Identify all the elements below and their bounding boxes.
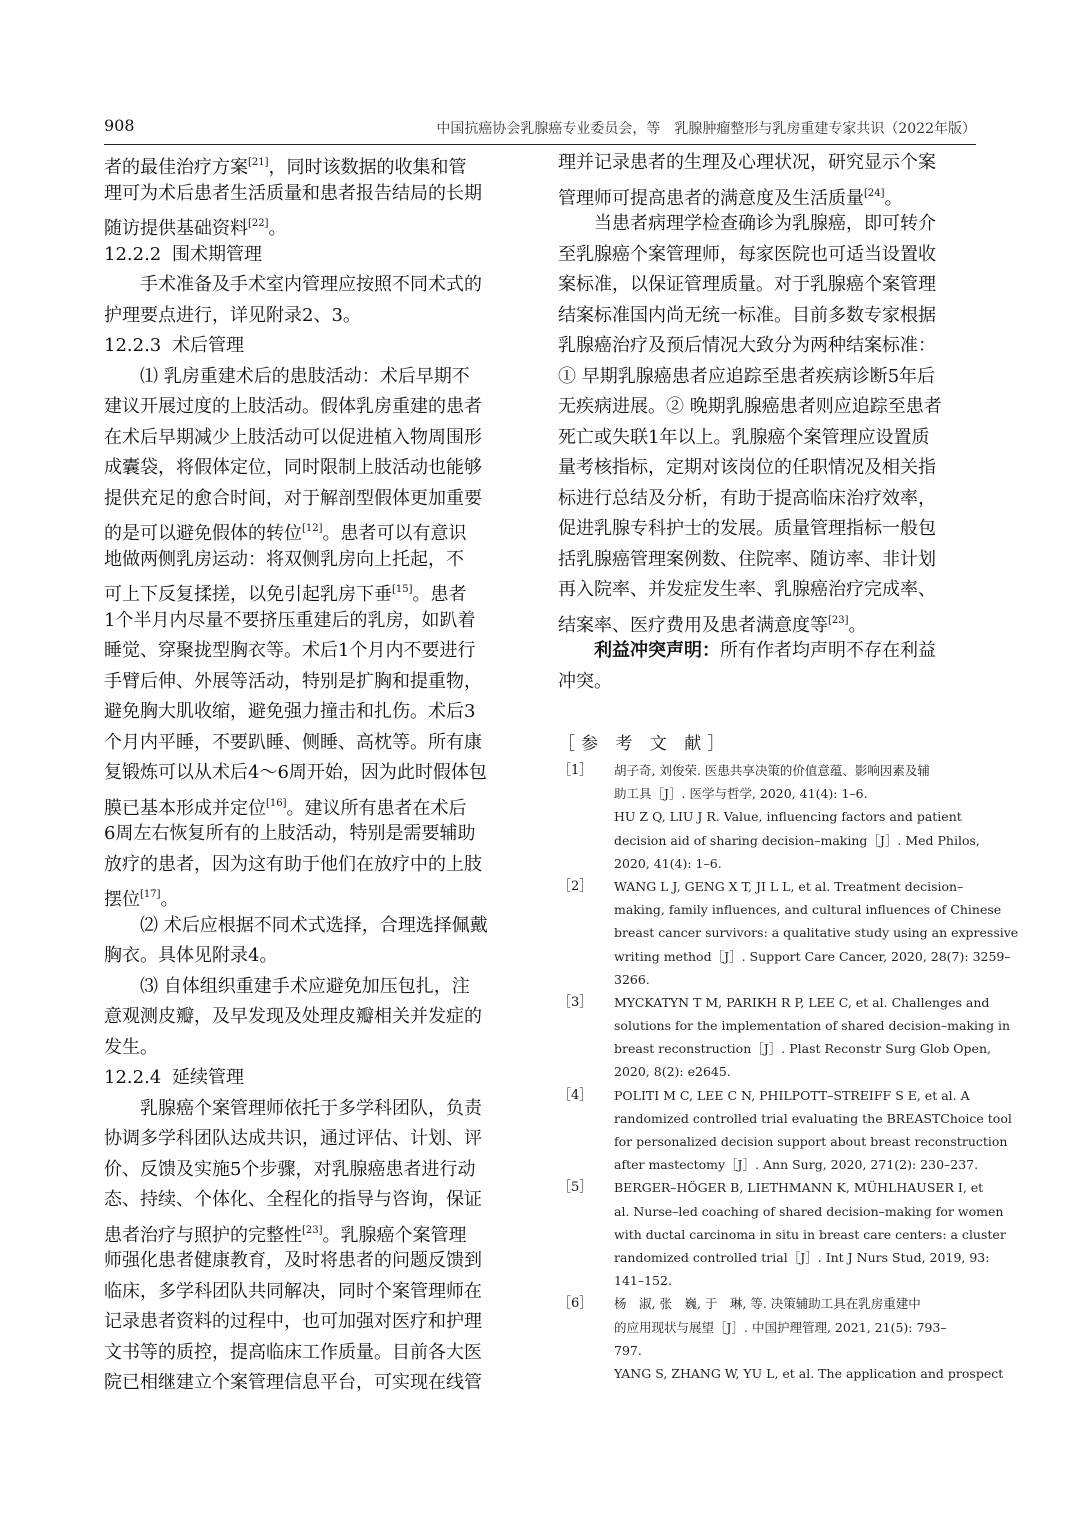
text-line: 护理要点进行，详见附录2、3。 xyxy=(104,304,361,326)
citation[interactable]: [21] xyxy=(248,157,269,168)
reference-line: for personalized decision support about breast reconstruction xyxy=(614,1134,1008,1149)
reference-line: with ductal carcinoma in situ in breast care centers: a cluster xyxy=(614,1226,1006,1242)
text-line: 再入院率、并发症发生率、乳腺癌治疗完成率、 xyxy=(558,579,936,600)
section-heading: 12.2.2 围术期管理 xyxy=(104,243,262,265)
text-line: 案标准，以保证管理质量。对于乳腺癌个案管理 xyxy=(558,274,936,295)
text-line: 乳腺癌个案管理师依托于多学科团队，负责 xyxy=(140,1097,482,1119)
reference-item xyxy=(558,1292,1004,1385)
section-heading: 12.2.3 术后管理 xyxy=(104,335,244,356)
text-line: 建议开展过度的上肢活动。假体乳房重建的患者 xyxy=(104,396,482,417)
reference-line: 2020, 8(2): e2645. xyxy=(614,1064,731,1080)
text-line: 促进乳腺专科护士的发展。质量管理指标一般包 xyxy=(558,518,936,539)
reference-line: 助工具［J］. 医学与哲学, 2020, 41(4): 1–6. xyxy=(614,786,868,802)
text-line: 地做两侧乳房运动：将双侧乳房向上托起，不 xyxy=(104,548,464,570)
text-line: 复锻炼可以从术后4～6周开始，因为此时假体包 xyxy=(104,762,487,783)
reference-number: ［2］ xyxy=(558,878,593,894)
text-line: 文书等的质控，提高临床工作质量。目前各大医 xyxy=(104,1341,482,1363)
reference-line: after mastectomy［J］. Ann Surg, 2020, 271(2): 230–237. xyxy=(614,1157,979,1173)
right-column xyxy=(558,148,1019,1385)
text-line: 摆位[17]。 xyxy=(104,889,179,910)
reference-line: al. Nurse–led coaching of shared decision–making for women xyxy=(614,1203,1004,1219)
text-line: 冲突。 xyxy=(558,670,612,692)
reference-line: 141–152. xyxy=(614,1273,672,1289)
text-line: 发生。 xyxy=(104,1036,158,1058)
text-line: 价、反馈及实施5个步骤，对乳腺癌患者进行动 xyxy=(104,1158,476,1180)
text-line: 成囊袋，将假体定位，同时限制上肢活动也能够 xyxy=(104,457,482,478)
text-line: 睡觉、穿聚拢型胸衣等。术后1个月内不要进行 xyxy=(104,640,476,661)
running-header xyxy=(104,114,976,145)
reference-line: decision aid of sharing decision–making［J］. Med Philos, xyxy=(614,832,980,848)
text-line: 患者治疗与照护的完整性[23]。乳腺癌个案管理 xyxy=(104,1224,467,1246)
reference-line: 797. xyxy=(614,1342,642,1358)
reference-line: 3266. xyxy=(614,971,650,987)
reference-line: breast cancer survivors: a qualitative study using an expressive xyxy=(614,925,1019,941)
text-line: 理可为术后患者生活质量和患者报告结局的长期 xyxy=(104,182,482,204)
reference-number: ［6］ xyxy=(558,1296,593,1312)
text-line: 乳腺癌治疗及预后情况大致分为两种结案标准： xyxy=(558,335,936,356)
citation[interactable]: [12] xyxy=(302,523,323,534)
reference-line: BERGER–HÖGER B, LIETHMANN K, MÜHLHAUSER I, et xyxy=(614,1180,984,1196)
reference-item xyxy=(558,1176,1006,1292)
section-heading: 12.2.4 延续管理 xyxy=(104,1067,244,1088)
reference-line: making, family influences, and cultural influences of Chinese xyxy=(614,902,1002,918)
text-line: 临床，多学科团队共同解决，同时个案管理师在 xyxy=(104,1280,482,1302)
citation[interactable]: [17] xyxy=(140,889,161,900)
reference-item xyxy=(558,875,1019,991)
citation[interactable]: [22] xyxy=(248,218,269,229)
text-line: 意观测皮瓣，及早发现及处理皮瓣相关并发症的 xyxy=(104,1006,482,1027)
citation[interactable]: [16] xyxy=(266,797,287,809)
text-line: 师强化患者健康教育，及时将患者的问题反馈到 xyxy=(104,1250,482,1271)
text-line: ⑴ 乳房重建术后的患肢活动：术后早期不 xyxy=(140,365,470,387)
text-line: 随访提供基础资料[22]。 xyxy=(104,218,287,239)
reference-line: POLITI M C, LEE C N, PHILPOTT–STREIFF S E, et al. A xyxy=(614,1087,970,1103)
text-line: 至乳腺癌个案管理师，每家医院也可适当设置收 xyxy=(558,243,936,265)
left-column xyxy=(104,148,522,1399)
citation[interactable]: [24] xyxy=(864,187,885,199)
running-title: 中国抗癌协会乳腺癌专业委员会，等 乳腺肿瘤整形与乳房重建专家共识（2022年版） xyxy=(436,121,976,137)
text-line: 个月内平睡，不要趴睡、侧睡、高枕等。所有康 xyxy=(104,731,482,753)
text-line: 死亡或失联1年以上。乳腺癌个案管理应设置质 xyxy=(558,426,930,448)
text-line: 避免胸大肌收缩，避免强力撞击和扎伤。术后3 xyxy=(104,701,476,722)
text-line: 手术准备及手术室内管理应按照不同术式的 xyxy=(140,274,482,295)
references-title: ［参 考 文 献］ xyxy=(558,734,731,754)
reference-line: 杨 淑, 张 巍, 于 琳, 等. 决策辅助工具在乳房重建中 xyxy=(614,1296,921,1312)
text-line: 1个半月内尽量不要挤压重建后的乳房，如趴着 xyxy=(104,609,476,631)
text-line: 手臂后伸、外展等活动，特别是扩胸和提重物， xyxy=(104,670,482,692)
text-line: 态、持续、个体化、全程化的指导与咨询，保证 xyxy=(104,1189,482,1210)
text-line: 无疾病进展。② 晚期乳腺癌患者则应追踪至患者 xyxy=(558,396,942,417)
text-line: 的是可以避免假体的转位[12]。患者可以有意识 xyxy=(104,523,467,544)
text-line: 放疗的患者，因为这有助于他们在放疗中的上肢 xyxy=(104,853,482,875)
text-line: 当患者病理学检查确诊为乳腺癌，即可转介 xyxy=(594,213,936,234)
text-line: 括乳腺癌管理案例数、住院率、随访率、非计划 xyxy=(558,548,936,570)
reference-line: breast reconstruction［J］. Plast Reconstr Surg Glob Open, xyxy=(614,1041,991,1057)
text-line: 可上下反复揉搓，以免引起乳房下垂[15]。患者 xyxy=(104,584,467,605)
reference-line: 胡子奇, 刘俊荣. 医患共享决策的价值意蕴、影响因素及辅 xyxy=(614,763,930,778)
reference-line: 2020, 41(4): 1–6. xyxy=(614,855,722,871)
reference-line: randomized controlled trial［J］. Int J Nurs Stud, 2019, 93: xyxy=(614,1249,990,1265)
text-line: 量考核指标，定期对该岗位的任职情况及相关指 xyxy=(558,457,936,478)
reference-line: HU Z Q, LIU J R. Value, influencing factors and patient xyxy=(614,809,962,825)
reference-number: ［3］ xyxy=(558,994,593,1010)
reference-item xyxy=(558,759,980,875)
text-line: 在术后早期减少上肢活动可以促进植入物周围形 xyxy=(104,426,482,448)
text-line: 院已相继建立个案管理信息平台，可实现在线管 xyxy=(104,1372,482,1393)
reference-number: ［1］ xyxy=(558,763,593,778)
text-line: 标进行总结及分析，有助于提高临床治疗效率， xyxy=(558,487,936,509)
text-line: 结案标准国内尚无统一标准。目前多数专家根据 xyxy=(558,304,936,326)
reference-number: ［4］ xyxy=(558,1087,593,1103)
citation[interactable]: [23] xyxy=(302,1224,323,1236)
text-line: 6周左右恢复所有的上肢活动，特别是需要辅助 xyxy=(104,823,476,844)
text-line: ① 早期乳腺癌患者应追踪至患者疾病诊断5年后 xyxy=(558,365,936,387)
reference-line: writing method［J］. Support Care Cancer, 2020, 28(7): 3259– xyxy=(614,948,1011,964)
text-line: 结案率、医疗费用及患者满意度等[23]。 xyxy=(558,614,867,636)
text-line: 协调多学科团队达成共识，通过评估、计划、评 xyxy=(104,1128,482,1149)
reference-line: randomized controlled trial evaluating the BREASTChoice tool xyxy=(614,1110,1012,1126)
text-line: 记录患者资料的过程中，也可加强对医疗和护理 xyxy=(104,1311,482,1332)
text-line: 理并记录患者的生理及心理状况，研究显示个案 xyxy=(558,152,936,173)
reference-list xyxy=(558,759,1019,1385)
text-line: 管理师可提高患者的满意度及生活质量[24]。 xyxy=(558,187,903,209)
coi-label: 利益冲突声明： xyxy=(594,640,720,661)
reference-line: WANG L J, GENG X T, JI L L, et al. Treatment decision– xyxy=(614,878,964,894)
text-line: 胸衣。具体见附录4。 xyxy=(104,945,278,966)
citation[interactable]: [23] xyxy=(828,614,849,626)
reference-line: solutions for the implementation of shared decision–making in xyxy=(614,1018,1011,1034)
reference-line: 的应用现状与展望［J］. 中国护理管理, 2021, 21(5): 793– xyxy=(614,1319,947,1335)
text-line: 提供充足的愈合时间，对于解剖型假体更加重要 xyxy=(104,487,482,509)
page-number: 908 xyxy=(104,116,135,135)
text-line: 者的最佳治疗方案[21]，同时该数据的收集和管 xyxy=(104,157,467,178)
reference-line: MYCKATYN T M, PARIKH R P, LEE C, et al. Challenges and xyxy=(614,994,990,1010)
reference-item xyxy=(558,1084,1012,1177)
text-line: ⑶ 自体组织重建手术应避免加压包扎，注 xyxy=(140,975,470,997)
citation[interactable]: [15] xyxy=(392,584,413,595)
reference-item xyxy=(558,991,1011,1084)
reference-number: ［5］ xyxy=(558,1180,593,1196)
reference-line: YANG S, ZHANG W, YU L, et al. The application and prospect xyxy=(614,1365,1004,1381)
text-line: 膜已基本形成并定位[16]。建议所有患者在术后 xyxy=(104,797,467,819)
conflict-of-interest: 利益冲突声明：所有作者均声明不存在利益 xyxy=(594,640,936,661)
text-line: ⑵ 术后应根据不同术式选择，合理选择佩戴 xyxy=(140,914,488,936)
